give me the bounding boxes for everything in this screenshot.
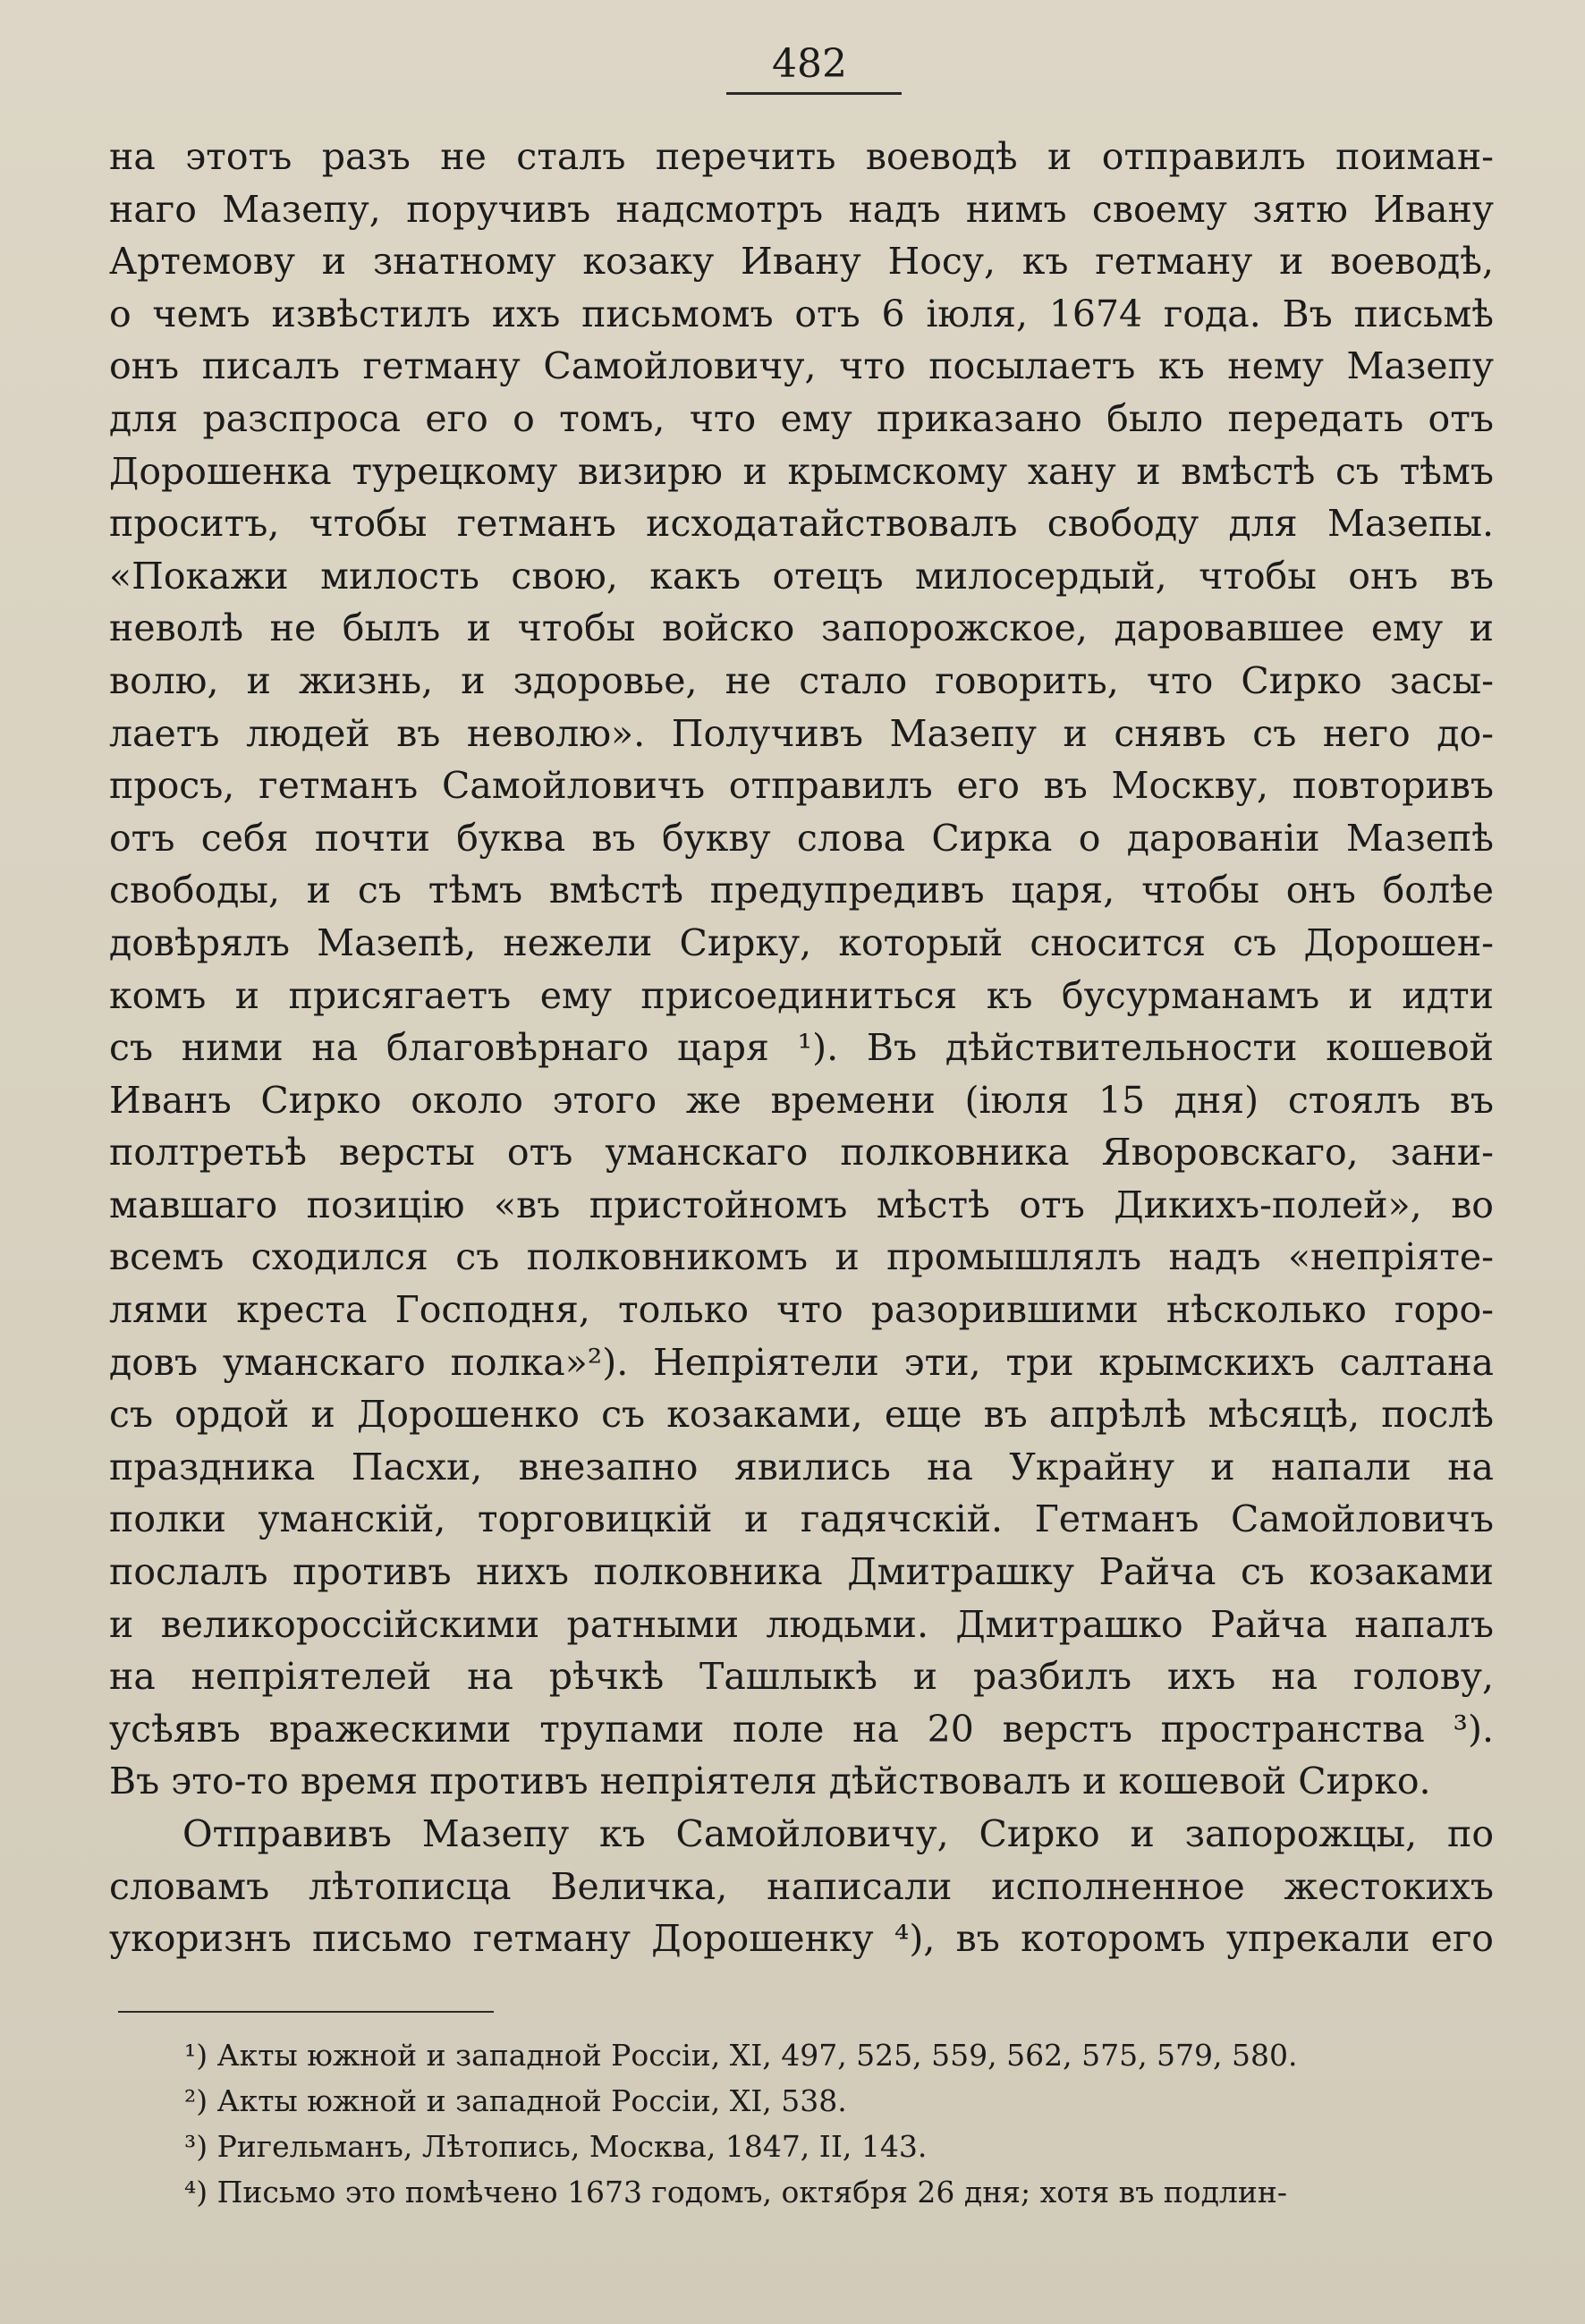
text-line: отъ себя почти буква въ букву слова Сирка о дарованіи Мазепѣ: [109, 816, 1494, 860]
footnote-separator: [118, 2011, 494, 2013]
text-line: съ ними на благовѣрнаго царя ¹). Въ дѣйствительности кошевой: [109, 1026, 1494, 1070]
text-line: и великороссійскими ратными людьми. Дмитрашко Райча напалъ: [109, 1602, 1494, 1646]
text-line: волю, и жизнь, и здоровье, не стало говорить, что Сирко засы-: [109, 658, 1494, 702]
footnotes: [184, 2032, 1494, 2215]
paragraph-start-line: Отправивъ Мазепу къ Самойловичу, Сирко и запорожцы, по: [182, 1812, 1494, 1855]
body-text: [109, 131, 1494, 1965]
page-number-rule: [726, 92, 902, 95]
text-line: проситъ, чтобы гетманъ исходатайствовалъ свободу для Мазепы.: [109, 502, 1494, 546]
text-line: комъ и присягаетъ ему присоединиться къ бусурманамъ и идти: [109, 973, 1494, 1017]
text-line: наго Мазепу, поручивъ надсмотръ надъ нимъ своему зятю Ивану: [109, 187, 1494, 231]
text-line: онъ писалъ гетману Самойловичу, что посылаетъ къ нему Мазепу: [109, 344, 1494, 388]
text-line: о чемъ извѣстилъ ихъ письмомъ отъ 6 іюля, 1674 года. Въ письмѣ: [109, 292, 1494, 335]
footnote-2: ²) Акты южной и западной Россіи, XI, 538.: [184, 2083, 847, 2118]
text-line: словамъ лѣтописца Величка, написали исполненное жестокихъ: [109, 1864, 1494, 1908]
text-line: послалъ противъ нихъ полковника Дмитрашку Райча съ козаками: [109, 1550, 1494, 1594]
text-line: довъ уманскаго полка»²). Непріятели эти, три крымскихъ салтана: [109, 1340, 1494, 1384]
text-line: «Покажи милость свою, какъ отецъ милосердый, чтобы онъ въ: [109, 554, 1494, 598]
footnote-4: ⁴) Письмо это помѣчено 1673 годомъ, октября 26 дня; хотя въ подлин-: [184, 2175, 1288, 2209]
paragraph-end-line: Въ это-то время противъ непріятеля дѣйствовалъ и кошевой Сирко.: [109, 1760, 1431, 1803]
text-line: лями креста Господня, только что разорившими нѣсколько горо-: [109, 1288, 1494, 1332]
text-line: укоризнъ письмо гетману Дорошенку ⁴), въ которомъ упрекали его: [109, 1917, 1494, 1961]
text-line: усѣявъ вражескими трупами поле на 20 верстъ пространства ³).: [109, 1707, 1494, 1751]
footnote-3: ³) Ригельманъ, Лѣтопись, Москва, 1847, II, 143.: [184, 2129, 928, 2164]
text-line: на непріятелей на рѣчкѣ Ташлыкѣ и разбилъ ихъ на голову,: [109, 1655, 1494, 1699]
text-line: праздника Пасхи, внезапно явились на Украйну и напали на: [109, 1445, 1494, 1489]
text-line: съ ордой и Дорошенко съ козаками, еще въ апрѣлѣ мѣсяцѣ, послѣ: [109, 1393, 1494, 1437]
text-line: на этотъ разъ не сталъ перечить воеводѣ и отправилъ поиман-: [109, 135, 1494, 178]
text-line: неволѣ не былъ и чтобы войско запорожское, даровавшее ему и: [109, 606, 1494, 650]
text-line: Артемову и знатному козаку Ивану Носу, къ гетману и воеводѣ,: [109, 240, 1494, 284]
text-line: всемъ сходился съ полковникомъ и промышлялъ надъ «непріяте-: [109, 1235, 1494, 1279]
text-line: для разспроса его о томъ, что ему приказано было передать отъ: [109, 396, 1494, 440]
text-line: свободы, и съ тѣмъ вмѣстѣ предупредивъ царя, чтобы онъ болѣе: [109, 869, 1494, 912]
text-line: лаетъ людей въ неволю». Получивъ Мазепу и снявъ съ него до-: [109, 711, 1494, 755]
text-line: Дорошенка турецкому визирю и крымскому хану и вмѣстѣ съ тѣмъ: [109, 449, 1494, 493]
text-line: полтретьѣ версты отъ уманскаго полковника Яворовскаго, зани-: [109, 1131, 1494, 1175]
text-line: просъ, гетманъ Самойловичъ отправилъ его въ Москву, повторивъ: [109, 764, 1494, 808]
text-line: мавшаго позицію «въ пристойномъ мѣстѣ отъ Дикихъ-полей», во: [109, 1183, 1494, 1226]
page-number: 482: [772, 41, 847, 87]
footnote-1: ¹) Акты южной и западной Россіи, XI, 497, 525, 559, 562, 575, 579, 580.: [184, 2038, 1298, 2073]
text-line: полки уманскій, торговицкій и гадячскій. Гетманъ Самойловичъ: [109, 1497, 1494, 1541]
text-line: Иванъ Сирко около этого же времени (іюля 15 дня) стоялъ въ: [109, 1078, 1494, 1122]
text-line: довѣрялъ Мазепѣ, нежели Сирку, который сносится съ Дорошен-: [109, 920, 1494, 964]
